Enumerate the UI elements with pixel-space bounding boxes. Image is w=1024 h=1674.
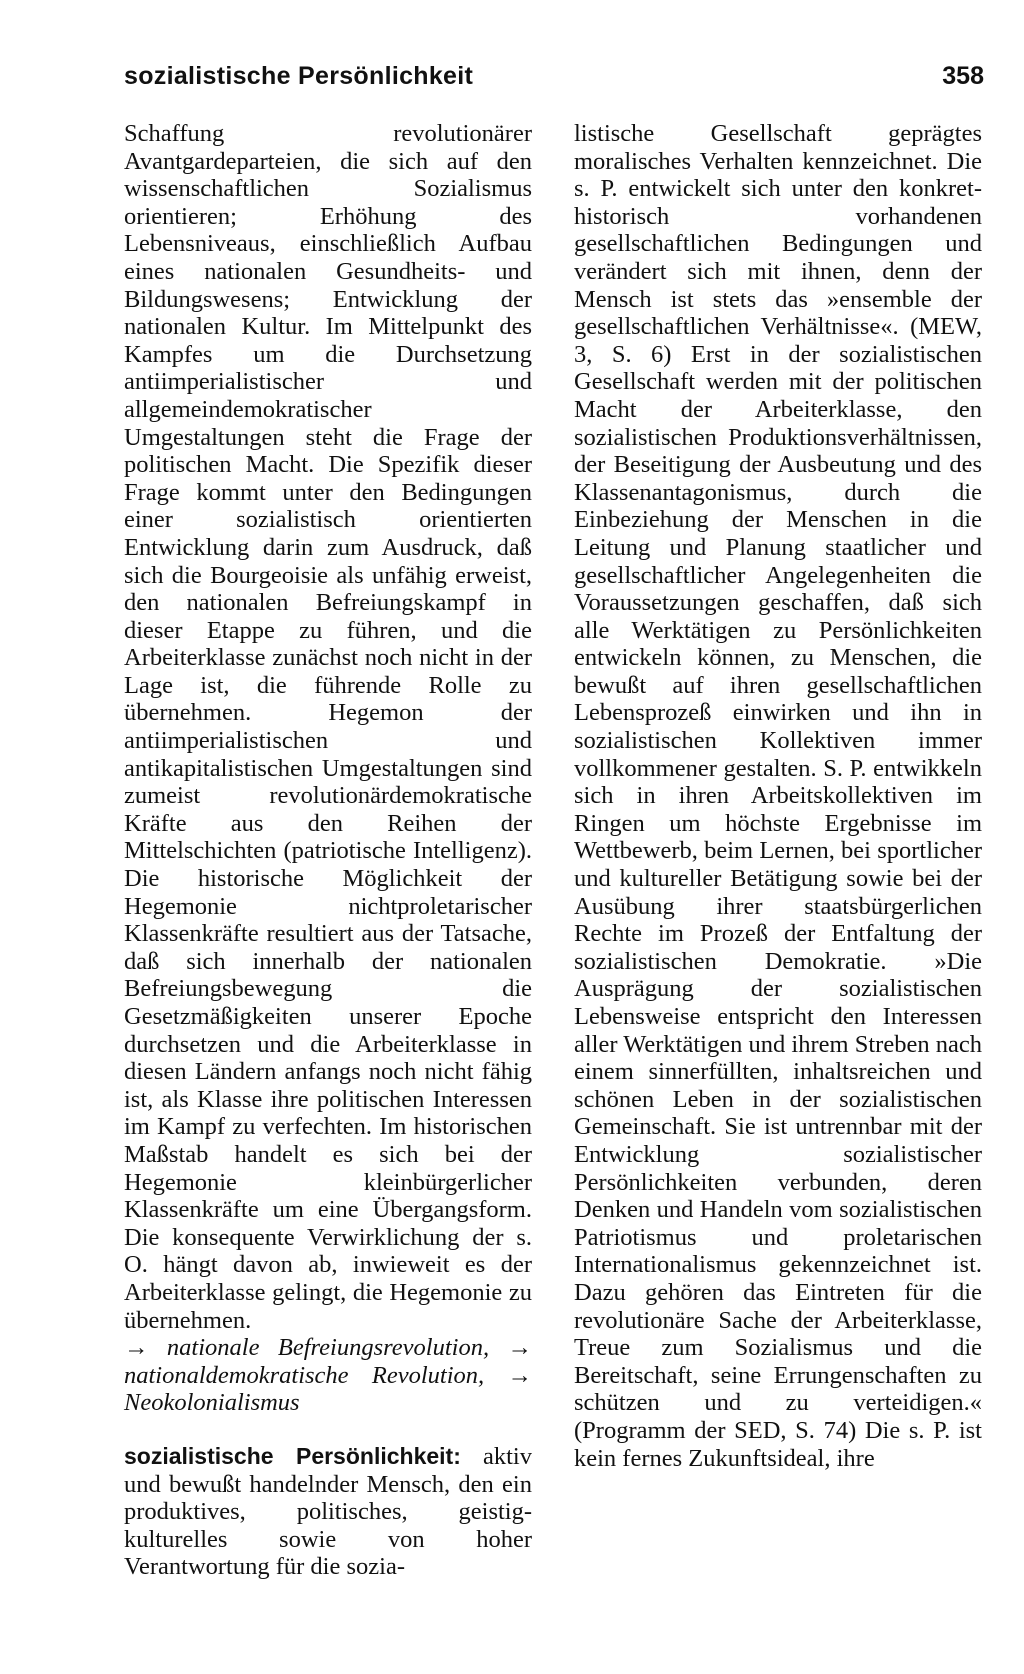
dictionary-entry	[124, 1443, 532, 1581]
left-column	[124, 120, 532, 1581]
page-number: 358	[942, 62, 984, 90]
entry-body-text: listische Gesellschaft geprägtes moralisches Verhalten kennzeichnet. Die s. P. entwickelt sich unter den konkret-historisch vorhandenen gesellschaftlichen Bedingungen und verändert sich mit ihnen, denn der Mensch ist stets das »ensemble der gesellschaftlichen Verhältnisse«. (MEW, 3, S. 6) Erst in der sozialistischen Gesellschaft werden mit der politischen Macht der Arbeiterklasse, den sozialistischen Produktionsverhältnissen, der Beseitigung der Ausbeutung und des Klassenantagonismus, durch die Einbeziehung der Menschen in die Leitung und Planung staatlicher und gesellschaftlicher Angelegenheiten die Voraussetzungen geschaffen, daß sich alle Werktätigen zu Persönlichkeiten entwickeln können, zu Menschen, die bewußt auf ihren gesellschaftlichen Lebensprozeß einwirken und ihn in sozialistischen Kollektiven immer vollkommener gestalten. S. P. entwikkeln sich in ihren Arbeitskollektiven im Ringen um höchste Ergebnisse im Wettbewerb, beim Lernen, bei sportlicher und kultureller Betätigung sowie bei der Ausübung ihrer staatsbürgerlichen Rechte im Prozeß der Entfaltung der sozialistischen Demokratie. »Die Ausprägung der sozialistischen Lebensweise entspricht den Interessen aller Werktätigen und ihrem Streben nach einem sinnerfüllten, inhaltsreichen und schönen Leben in der sozialistischen Gemeinschaft. Sie ist untrennbar mit der Entwicklung sozialistischer Persönlichkeiten verbunden, deren Denken und Handeln vom sozialistischen Patriotismus und proletarischen Internationalismus gekennzeichnet ist. Dazu gehören das Eintreten für die revolutionäre Sache der Arbeiterklasse, Treue zum Sozialismus und die Bereitschaft, seine Errungenschaften zu schützen und zu verteidigen.« (Programm der SED, S. 74) Die s. P. ist kein fernes Zukunftsideal, ihre	[574, 120, 982, 1472]
cross-references: → nationale Befreiungsrevolution, → nationaldemokratische Revolution, → Neokolonialismus	[124, 1334, 532, 1417]
right-column	[574, 120, 982, 1472]
entry-continuation-text: Schaffung revolutionärer Avantgardeparteien, die sich auf den wissenschaftlichen Sozialismus orientieren; Erhöhung des Lebensniveaus, einschließlich Aufbau eines nationalen Gesundheits- und Bildungswesens; Entwicklung der nationalen Kultur. Im Mittelpunkt des Kampfes um die Durchsetzung antiimperialistischer und allgemeindemokratischer Umgestaltungen steht die Frage der politischen Macht. Die Spezifik dieser Frage kommt unter den Bedingungen einer sozialistisch orientierten Entwicklung darin zum Ausdruck, daß sich die Bourgeoisie als unfähig erweist, den nationalen Befreiungskampf in dieser Etappe zu führen, und die Arbeiterklasse zunächst noch nicht in der Lage ist, die führende Rolle zu übernehmen. Hegemon der antiimperialistischen und antikapitalistischen Umgestaltungen sind zumeist revolutionärdemokratische Kräfte aus den Reihen der Mittelschichten (patriotische Intelligenz). Die historische Möglichkeit der Hegemonie nichtproletarischer Klassenkräfte resultiert aus der Tatsache, daß sich innerhalb der nationalen Befreiungsbewegung die Gesetzmäßigkeiten unserer Epoche durchsetzen und die Arbeiterklasse in diesen Ländern anfangs noch nicht fähig ist, als Klasse ihre politischen Interessen im Kampf zu verfechten. Im historischen Maßstab handelt es sich bei der Hegemonie kleinbürgerlicher Klassenkräfte um eine Übergangsform. Die konsequente Verwirklichung der s. O. hängt davon ab, inwieweit es der Arbeiterklasse gelingt, die Hegemonie zu übernehmen.	[124, 120, 532, 1334]
running-head	[124, 62, 984, 102]
entry-definition: aktiv und bewußt handelnder Mensch, den ein produktives, politisches, geistig-kulturelles sowie von hoher Verantwortung für die sozia-	[124, 1442, 532, 1581]
entry-headword: sozialistische Persönlichkeit:	[124, 1442, 461, 1469]
running-head-title: sozialistische Persönlichkeit	[124, 62, 474, 90]
